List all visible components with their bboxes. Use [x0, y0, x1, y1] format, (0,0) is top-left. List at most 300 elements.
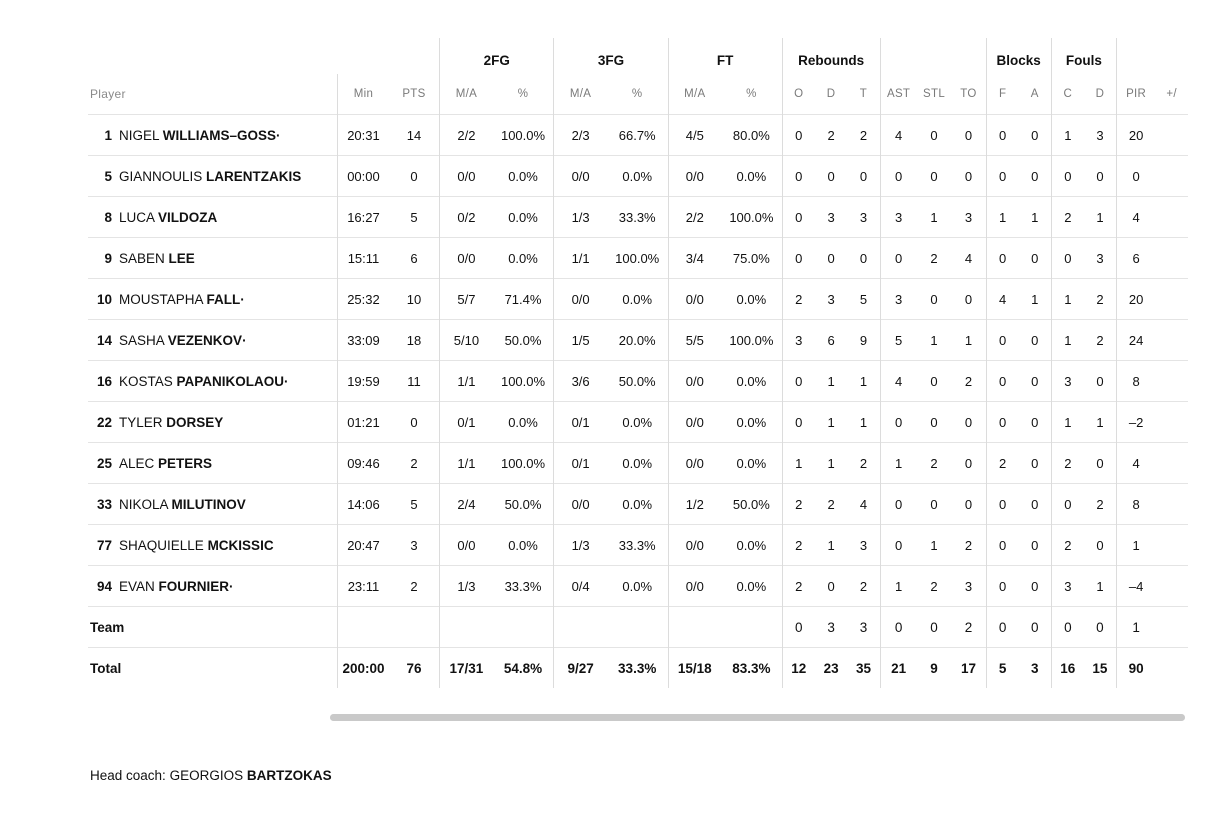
jersey-number: 14 — [96, 332, 112, 348]
cell-to: 0 — [951, 156, 986, 197]
cell-fg3-pct: 0.0% — [607, 279, 668, 320]
group-3fg: 3FG — [554, 38, 668, 74]
cell-fg2-ma: 1/1 — [440, 361, 493, 402]
boxscore-page — [0, 38, 1227, 814]
col-pts[interactable]: PTS — [402, 88, 426, 100]
col-to[interactable]: TO — [960, 88, 977, 100]
cell-ft-pct: 0.0% — [721, 443, 782, 484]
team-cell-pts — [389, 607, 440, 648]
player-first-name: SASHA — [119, 332, 165, 348]
player-first-name: GIANNOULIS — [119, 168, 203, 184]
cell-plusminus — [1155, 279, 1188, 320]
cell-reb-t: 9 — [847, 320, 880, 361]
jersey-number: 8 — [104, 209, 112, 225]
cell-fg3-ma: 1/3 — [554, 525, 607, 566]
cell-pts: 6 — [389, 238, 440, 279]
team-cell-fg2-pct — [493, 607, 554, 648]
cell-plusminus — [1155, 402, 1188, 443]
cell-reb-t: 1 — [847, 361, 880, 402]
cell-reb-d: 1 — [815, 402, 848, 443]
col-3fg-pct[interactable]: % — [631, 88, 643, 100]
cell-reb-o: 2 — [782, 525, 815, 566]
cell-min: 01:21 — [338, 402, 389, 443]
cell-ft-pct: 0.0% — [721, 279, 782, 320]
col-ft-ma[interactable]: M/A — [668, 74, 721, 115]
cell-stl: 0 — [917, 484, 952, 525]
total-cell-foul-d: 15 — [1084, 648, 1117, 689]
col-3fg-ma[interactable]: M/A — [554, 74, 607, 115]
cell-foul-c: 1 — [1051, 115, 1084, 156]
starter-marker: · — [229, 578, 234, 594]
cell-to: 2 — [951, 525, 986, 566]
cell-ast: 0 — [880, 238, 917, 279]
cell-reb-t: 2 — [847, 566, 880, 607]
player-name-cell[interactable] — [88, 443, 338, 484]
cell-min: 20:31 — [338, 115, 389, 156]
cell-to: 2 — [951, 361, 986, 402]
cell-min: 25:32 — [338, 279, 389, 320]
cell-ft-ma: 0/0 — [668, 443, 721, 484]
cell-fg3-ma: 1/5 — [554, 320, 607, 361]
total-cell-ast: 21 — [880, 648, 917, 689]
table-row[interactable] — [88, 361, 1188, 402]
cell-fg2-pct: 100.0% — [493, 361, 554, 402]
table-row[interactable] — [88, 320, 1188, 361]
table-row[interactable] — [88, 525, 1188, 566]
cell-foul-d: 0 — [1084, 156, 1117, 197]
head-coach-last-name: BARTZOKAS — [246, 768, 332, 783]
table-row[interactable] — [88, 402, 1188, 443]
cell-reb-o: 1 — [782, 443, 815, 484]
total-row-label: Total — [88, 648, 338, 689]
col-reb-d[interactable]: D — [826, 88, 836, 100]
cell-reb-o: 2 — [782, 484, 815, 525]
cell-to: 3 — [951, 197, 986, 238]
cell-pts: 0 — [389, 156, 440, 197]
cell-fg2-pct: 0.0% — [493, 238, 554, 279]
cell-ft-ma: 0/0 — [668, 525, 721, 566]
player-first-name: MOUSTAPHA — [119, 291, 203, 307]
cell-foul-c: 0 — [1051, 156, 1084, 197]
cell-fg3-pct: 20.0% — [607, 320, 668, 361]
cell-reb-d: 2 — [815, 484, 848, 525]
cell-foul-c: 0 — [1051, 484, 1084, 525]
cell-ft-ma: 5/5 — [668, 320, 721, 361]
cell-to: 0 — [951, 484, 986, 525]
cell-fg2-ma: 0/1 — [440, 402, 493, 443]
cell-stl: 0 — [917, 361, 952, 402]
cell-fg2-ma: 5/10 — [440, 320, 493, 361]
cell-plusminus — [1155, 566, 1188, 607]
total-row — [88, 648, 1188, 689]
player-name-cell[interactable] — [88, 402, 338, 443]
cell-ast: 3 — [880, 197, 917, 238]
total-cell-ft-pct: 83.3% — [721, 648, 782, 689]
cell-pts: 11 — [389, 361, 440, 402]
cell-blk-a: 0 — [1019, 156, 1052, 197]
cell-reb-d: 2 — [815, 115, 848, 156]
player-last-name: PAPANIKOLAOU — [176, 373, 285, 389]
player-last-name: MCKISSIC — [207, 537, 274, 553]
cell-fg2-ma: 0/0 — [440, 525, 493, 566]
player-name-cell[interactable] — [88, 238, 338, 279]
cell-blk-a: 0 — [1019, 238, 1052, 279]
cell-fg2-ma: 0/0 — [440, 156, 493, 197]
cell-pir: 1 — [1116, 525, 1155, 566]
cell-pir: 0 — [1116, 156, 1155, 197]
table-row[interactable] — [88, 443, 1188, 484]
player-first-name: NIGEL — [119, 127, 160, 143]
total-cell-fg2-pct: 54.8% — [493, 648, 554, 689]
cell-blk-a: 0 — [1019, 115, 1052, 156]
jersey-number: 22 — [96, 414, 112, 430]
cell-fg3-pct: 66.7% — [607, 115, 668, 156]
col-blk-f[interactable]: F — [986, 74, 1019, 115]
cell-ast: 0 — [880, 156, 917, 197]
cell-fg3-pct: 0.0% — [607, 566, 668, 607]
group-blocks: Blocks — [986, 38, 1051, 74]
player-name-cell[interactable] — [88, 484, 338, 525]
cell-plusminus — [1155, 238, 1188, 279]
player-name-cell[interactable] — [88, 320, 338, 361]
cell-ft-pct: 0.0% — [721, 402, 782, 443]
cell-plusminus — [1155, 484, 1188, 525]
player-first-name: LUCA — [119, 209, 155, 225]
player-name-cell[interactable] — [88, 361, 338, 402]
cell-foul-c: 2 — [1051, 525, 1084, 566]
team-cell-ast: 0 — [880, 607, 917, 648]
cell-pts: 0 — [389, 402, 440, 443]
cell-fg2-pct: 100.0% — [493, 115, 554, 156]
jersey-number: 10 — [96, 291, 112, 307]
player-last-name: FOURNIER — [158, 578, 230, 594]
table-row[interactable] — [88, 197, 1188, 238]
cell-blk-a: 0 — [1019, 484, 1052, 525]
player-first-name: EVAN — [119, 578, 155, 594]
cell-blk-f: 0 — [986, 361, 1019, 402]
cell-blk-a: 0 — [1019, 402, 1052, 443]
cell-plusminus — [1155, 525, 1188, 566]
cell-pir: 20 — [1116, 115, 1155, 156]
total-cell-pts: 76 — [389, 648, 440, 689]
player-last-name: PETERS — [158, 455, 213, 471]
cell-blk-a: 1 — [1019, 279, 1052, 320]
cell-blk-f: 2 — [986, 443, 1019, 484]
cell-min: 15:11 — [338, 238, 389, 279]
cell-pir: 4 — [1116, 197, 1155, 238]
total-cell-blk-f: 5 — [986, 648, 1019, 689]
column-header-row — [88, 74, 1188, 115]
cell-reb-o: 0 — [782, 238, 815, 279]
col-foul-d[interactable]: D — [1095, 88, 1105, 100]
player-last-name: MILUTINOV — [171, 496, 246, 512]
cell-blk-f: 0 — [986, 402, 1019, 443]
cell-fg3-pct: 50.0% — [607, 361, 668, 402]
cell-ft-ma: 0/0 — [668, 566, 721, 607]
head-coach-first-name: GEORGIOS — [169, 768, 244, 783]
cell-pts: 2 — [389, 443, 440, 484]
table-row[interactable] — [88, 279, 1188, 320]
player-first-name: NIKOLA — [119, 496, 168, 512]
cell-foul-c: 2 — [1051, 197, 1084, 238]
cell-fg2-pct: 0.0% — [493, 156, 554, 197]
team-cell-reb-o: 0 — [782, 607, 815, 648]
group-header-row — [88, 38, 1188, 74]
cell-reb-d: 6 — [815, 320, 848, 361]
total-cell-to: 17 — [951, 648, 986, 689]
cell-foul-d: 2 — [1084, 279, 1117, 320]
cell-reb-t: 5 — [847, 279, 880, 320]
cell-stl: 0 — [917, 115, 952, 156]
total-cell-blk-a: 3 — [1019, 648, 1052, 689]
cell-blk-f: 0 — [986, 320, 1019, 361]
cell-reb-t: 4 — [847, 484, 880, 525]
cell-fg2-pct: 100.0% — [493, 443, 554, 484]
team-cell-fg3-ma — [554, 607, 607, 648]
cell-ft-pct: 0.0% — [721, 525, 782, 566]
starter-marker: · — [240, 291, 245, 307]
total-cell-fg3-pct: 33.3% — [607, 648, 668, 689]
cell-foul-d: 0 — [1084, 525, 1117, 566]
team-cell-reb-t: 3 — [847, 607, 880, 648]
cell-to: 0 — [951, 402, 986, 443]
cell-foul-c: 3 — [1051, 361, 1084, 402]
cell-ft-pct: 0.0% — [721, 156, 782, 197]
cell-plusminus — [1155, 156, 1188, 197]
player-last-name: FALL — [206, 291, 241, 307]
cell-reb-o: 0 — [782, 156, 815, 197]
cell-fg3-ma: 1/1 — [554, 238, 607, 279]
cell-plusminus — [1155, 361, 1188, 402]
cell-pir: 6 — [1116, 238, 1155, 279]
cell-reb-t: 3 — [847, 525, 880, 566]
player-name-cell[interactable] — [88, 525, 338, 566]
cell-stl: 2 — [917, 566, 952, 607]
cell-fg2-ma: 0/2 — [440, 197, 493, 238]
cell-ast: 5 — [880, 320, 917, 361]
cell-blk-f: 0 — [986, 238, 1019, 279]
cell-to: 0 — [951, 443, 986, 484]
cell-ft-ma: 0/0 — [668, 156, 721, 197]
cell-foul-d: 1 — [1084, 566, 1117, 607]
cell-ast: 4 — [880, 361, 917, 402]
cell-blk-f: 1 — [986, 197, 1019, 238]
cell-ft-ma: 3/4 — [668, 238, 721, 279]
col-blk-a[interactable]: A — [1030, 88, 1039, 100]
cell-fg2-ma: 2/2 — [440, 115, 493, 156]
cell-pir: 20 — [1116, 279, 1155, 320]
cell-pts: 10 — [389, 279, 440, 320]
horizontal-scrollbar[interactable] — [330, 714, 1185, 721]
table-row[interactable] — [88, 566, 1188, 607]
starter-marker: · — [276, 127, 281, 143]
cell-to: 0 — [951, 115, 986, 156]
cell-stl: 2 — [917, 238, 952, 279]
cell-fg2-pct: 0.0% — [493, 525, 554, 566]
cell-fg2-pct: 33.3% — [493, 566, 554, 607]
player-name-cell[interactable] — [88, 115, 338, 156]
total-cell-fg2-ma: 17/31 — [440, 648, 493, 689]
table-row[interactable] — [88, 238, 1188, 279]
cell-blk-a: 0 — [1019, 566, 1052, 607]
team-cell-foul-d: 0 — [1084, 607, 1117, 648]
group-empty-ast — [880, 38, 986, 74]
cell-to: 0 — [951, 279, 986, 320]
player-last-name: WILLIAMS–GOSS — [162, 127, 277, 143]
team-cell-fg3-pct — [607, 607, 668, 648]
cell-plusminus — [1155, 197, 1188, 238]
cell-ft-pct: 0.0% — [721, 361, 782, 402]
player-first-name: KOSTAS — [119, 373, 173, 389]
col-reb-t[interactable]: T — [859, 88, 868, 100]
cell-blk-a: 1 — [1019, 197, 1052, 238]
group-2fg: 2FG — [440, 38, 554, 74]
cell-foul-d: 1 — [1084, 402, 1117, 443]
team-cell-plusminus — [1155, 607, 1188, 648]
cell-stl: 1 — [917, 525, 952, 566]
cell-ft-ma: 0/0 — [668, 279, 721, 320]
cell-reb-t: 0 — [847, 156, 880, 197]
group-rebounds: Rebounds — [782, 38, 880, 74]
cell-fg3-ma: 0/0 — [554, 279, 607, 320]
cell-fg3-ma: 0/4 — [554, 566, 607, 607]
cell-fg2-pct: 0.0% — [493, 197, 554, 238]
cell-ft-pct: 0.0% — [721, 566, 782, 607]
total-cell-pir: 90 — [1116, 648, 1155, 689]
cell-fg3-ma: 0/1 — [554, 443, 607, 484]
cell-pir: 4 — [1116, 443, 1155, 484]
cell-ft-pct: 75.0% — [721, 238, 782, 279]
cell-blk-f: 0 — [986, 525, 1019, 566]
head-coach-label: Head coach: — [90, 768, 166, 783]
cell-ft-ma: 2/2 — [668, 197, 721, 238]
col-pir[interactable]: PIR — [1116, 74, 1155, 115]
col-stl[interactable]: STL — [923, 88, 946, 100]
cell-blk-a: 0 — [1019, 525, 1052, 566]
boxscore-table — [88, 38, 1188, 688]
total-cell-reb-d: 23 — [815, 648, 848, 689]
table-row[interactable] — [88, 156, 1188, 197]
cell-stl: 0 — [917, 402, 952, 443]
group-empty-min — [338, 38, 389, 74]
total-cell-reb-o: 12 — [782, 648, 815, 689]
cell-ast: 0 — [880, 402, 917, 443]
col-plusminus[interactable]: +/ — [1166, 88, 1177, 100]
cell-stl: 0 — [917, 279, 952, 320]
cell-fg3-ma: 0/1 — [554, 402, 607, 443]
team-cell-reb-d: 3 — [815, 607, 848, 648]
cell-pir: 8 — [1116, 361, 1155, 402]
cell-foul-c: 1 — [1051, 320, 1084, 361]
cell-plusminus — [1155, 115, 1188, 156]
cell-plusminus — [1155, 320, 1188, 361]
cell-ft-ma: 0/0 — [668, 402, 721, 443]
cell-stl: 2 — [917, 443, 952, 484]
group-empty-pir — [1116, 38, 1188, 74]
cell-min: 33:09 — [338, 320, 389, 361]
cell-blk-a: 0 — [1019, 361, 1052, 402]
cell-fg2-pct: 50.0% — [493, 320, 554, 361]
total-cell-foul-c: 16 — [1051, 648, 1084, 689]
team-cell-min — [338, 607, 389, 648]
jersey-number: 9 — [104, 250, 112, 266]
cell-ast: 0 — [880, 525, 917, 566]
col-min[interactable]: Min — [338, 74, 389, 115]
cell-fg2-ma: 0/0 — [440, 238, 493, 279]
total-cell-ft-ma: 15/18 — [668, 648, 721, 689]
player-name-cell[interactable] — [88, 566, 338, 607]
cell-reb-o: 0 — [782, 197, 815, 238]
cell-min: 19:59 — [338, 361, 389, 402]
table-row[interactable] — [88, 484, 1188, 525]
cell-reb-t: 0 — [847, 238, 880, 279]
cell-blk-f: 4 — [986, 279, 1019, 320]
cell-stl: 1 — [917, 320, 952, 361]
cell-foul-d: 3 — [1084, 238, 1117, 279]
player-name-cell[interactable] — [88, 197, 338, 238]
table-row[interactable] — [88, 115, 1188, 156]
cell-reb-o: 0 — [782, 402, 815, 443]
team-cell-stl: 0 — [917, 607, 952, 648]
player-last-name: LARENTZAKIS — [206, 168, 302, 184]
group-ft: FT — [668, 38, 782, 74]
jersey-number: 25 — [96, 455, 112, 471]
col-ast[interactable]: AST — [880, 74, 917, 115]
col-reb-o[interactable]: O — [782, 74, 815, 115]
team-cell-blk-a: 0 — [1019, 607, 1052, 648]
cell-reb-o: 3 — [782, 320, 815, 361]
cell-fg3-ma: 0/0 — [554, 484, 607, 525]
cell-blk-f: 0 — [986, 115, 1019, 156]
col-foul-c[interactable]: C — [1051, 74, 1084, 115]
team-cell-foul-c: 0 — [1051, 607, 1084, 648]
cell-fg2-pct: 0.0% — [493, 402, 554, 443]
cell-ft-pct: 50.0% — [721, 484, 782, 525]
cell-ast: 4 — [880, 115, 917, 156]
col-2fg-pct[interactable]: % — [517, 88, 529, 100]
player-last-name: VILDOZA — [158, 209, 218, 225]
cell-foul-c: 1 — [1051, 279, 1084, 320]
team-cell-to: 2 — [951, 607, 986, 648]
player-last-name: LEE — [168, 250, 195, 266]
group-empty-pts — [389, 38, 440, 74]
cell-foul-c: 2 — [1051, 443, 1084, 484]
col-player[interactable]: Player — [90, 87, 126, 101]
cell-fg2-pct: 71.4% — [493, 279, 554, 320]
cell-ast: 1 — [880, 443, 917, 484]
cell-blk-a: 0 — [1019, 443, 1052, 484]
cell-foul-d: 0 — [1084, 443, 1117, 484]
cell-ft-ma: 4/5 — [668, 115, 721, 156]
cell-reb-o: 2 — [782, 566, 815, 607]
cell-min: 16:27 — [338, 197, 389, 238]
group-empty — [88, 38, 338, 74]
player-first-name: TYLER — [119, 414, 163, 430]
player-name-cell[interactable] — [88, 156, 338, 197]
jersey-number: 94 — [96, 578, 112, 594]
total-cell-plusminus — [1155, 648, 1188, 689]
cell-ft-pct: 100.0% — [721, 320, 782, 361]
col-2fg-ma[interactable]: M/A — [440, 74, 493, 115]
cell-reb-t: 3 — [847, 197, 880, 238]
cell-reb-o: 2 — [782, 279, 815, 320]
col-ft-pct[interactable]: % — [746, 88, 757, 100]
cell-reb-d: 1 — [815, 525, 848, 566]
cell-ast: 1 — [880, 566, 917, 607]
player-name-cell[interactable] — [88, 279, 338, 320]
scrollbar-thumb[interactable] — [330, 714, 1185, 721]
cell-fg3-pct: 33.3% — [607, 525, 668, 566]
